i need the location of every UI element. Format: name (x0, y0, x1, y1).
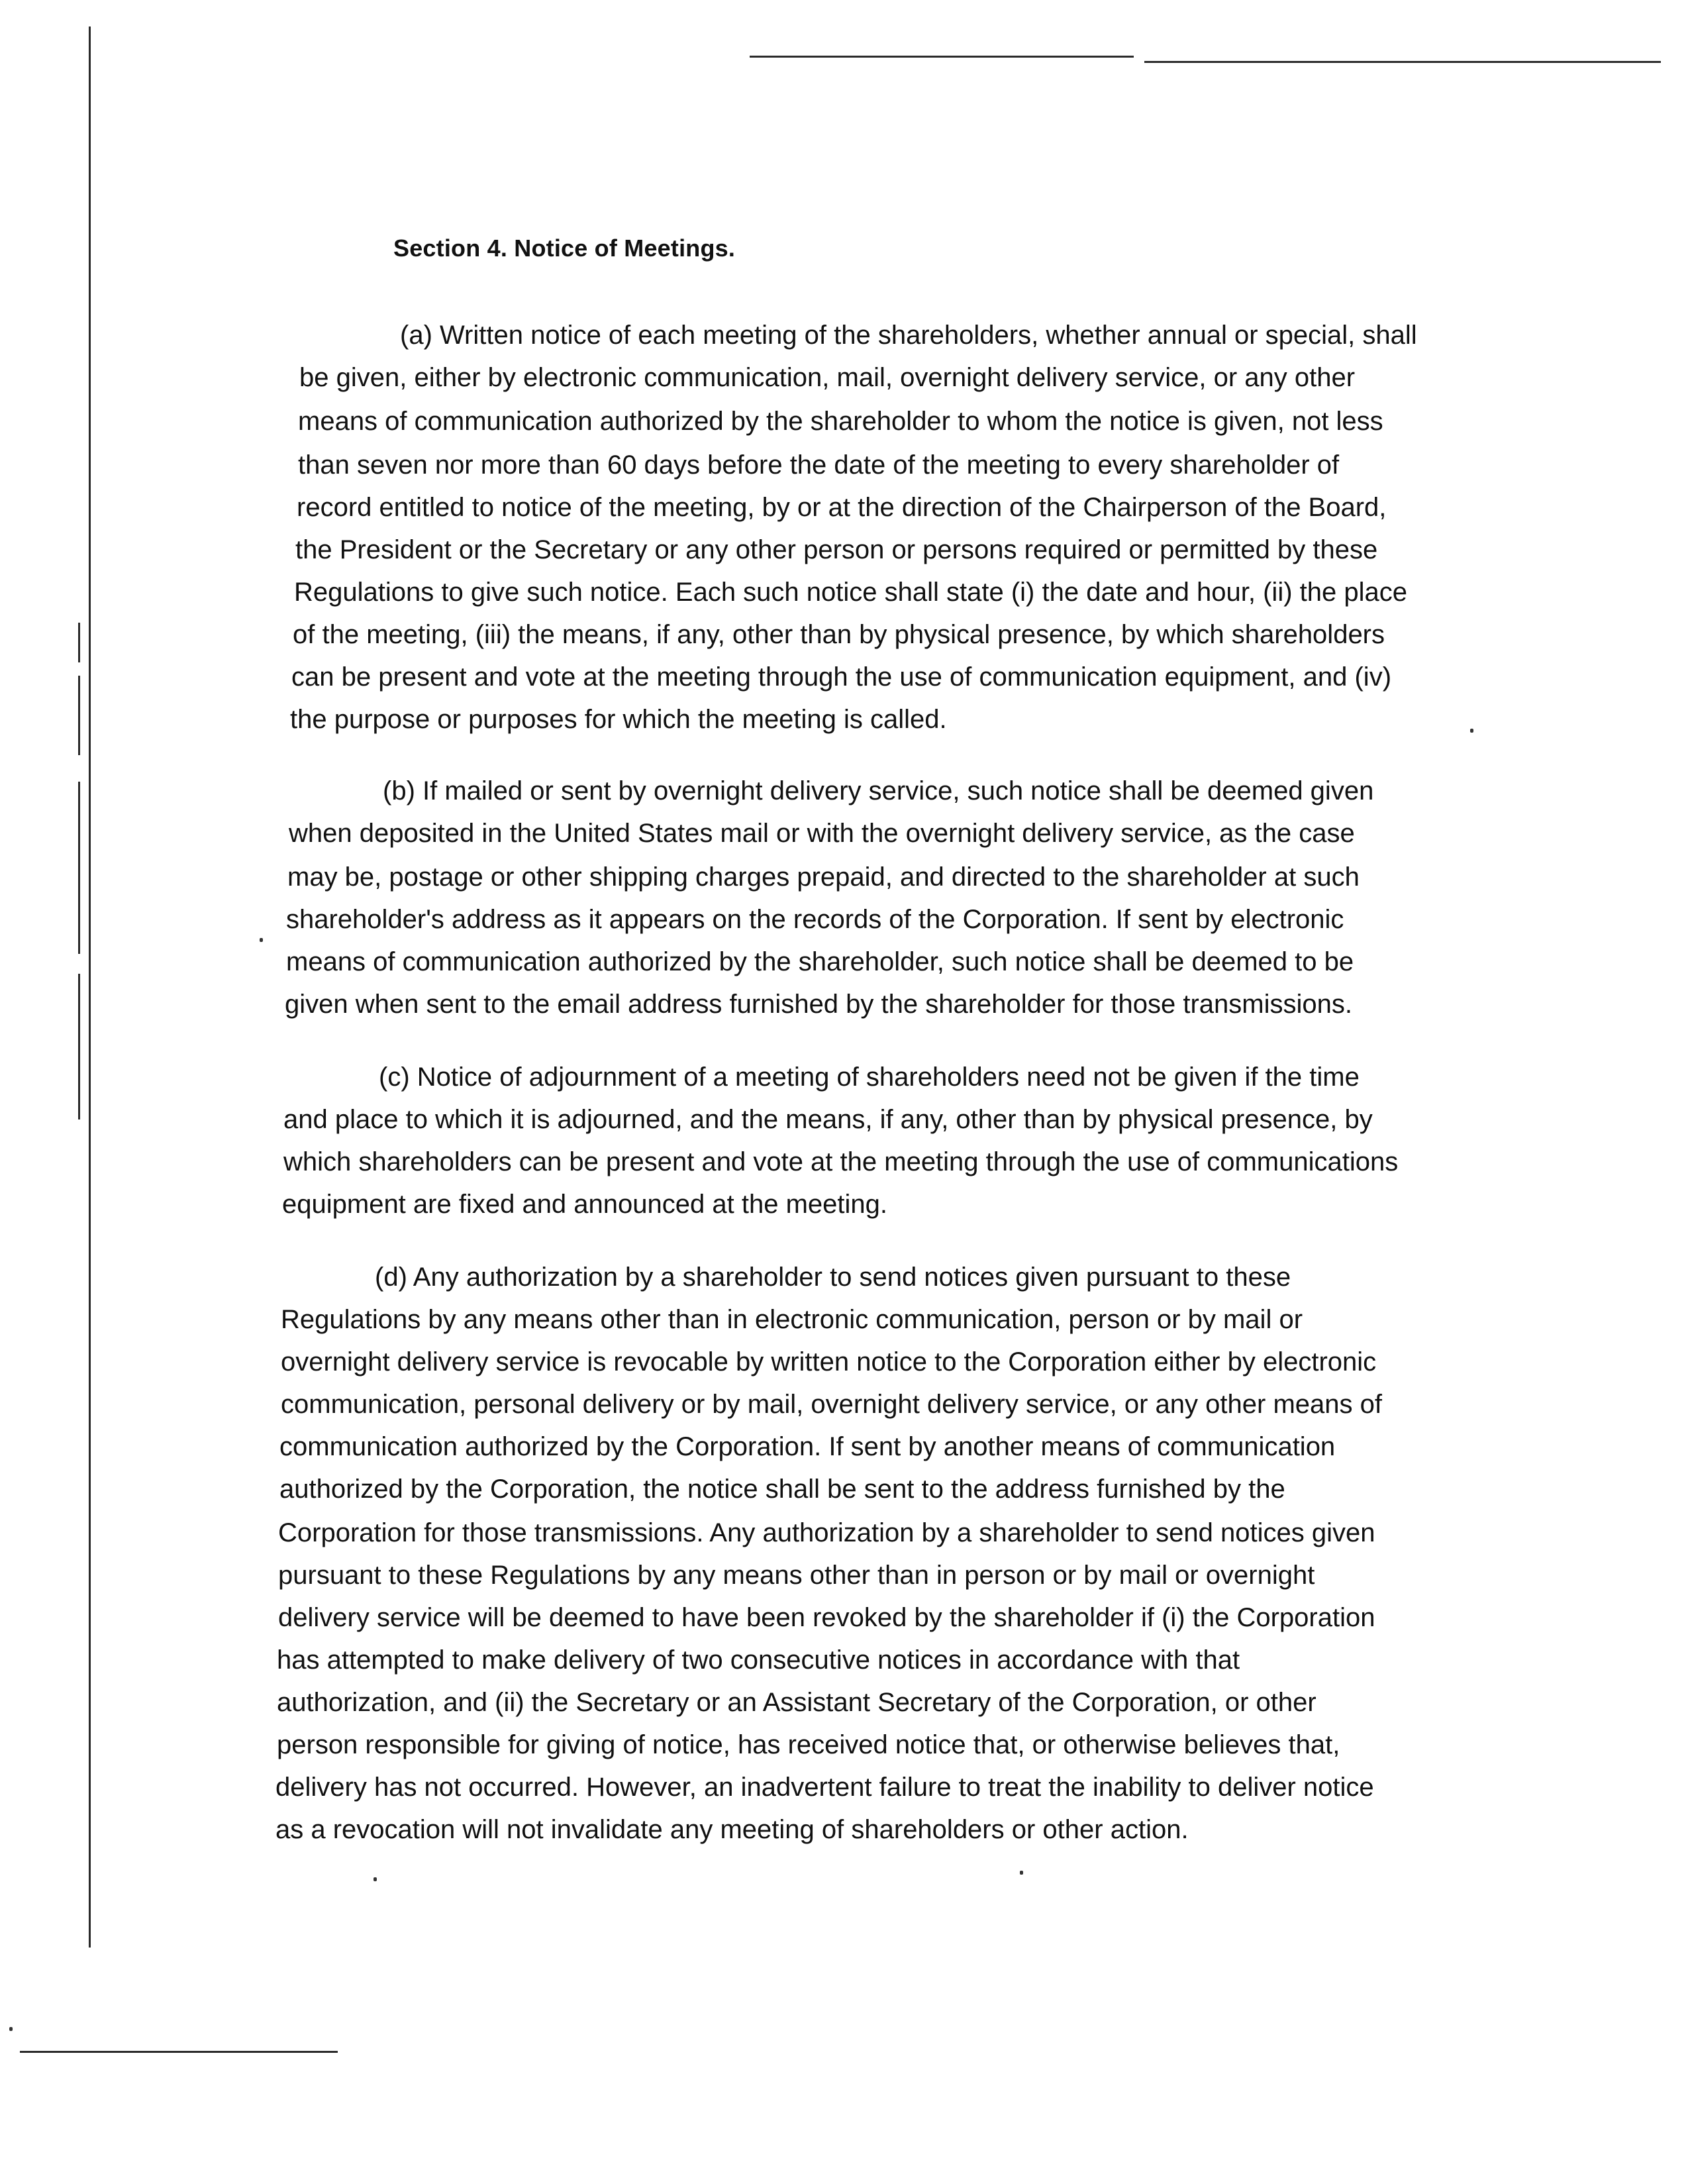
paragraph-line: record entitled to notice of the meeting, by or at the direction of the Chairperson of the Board, (297, 493, 1387, 522)
paragraph-line: authorization, and (ii) the Secretary or an Assistant Secretary of the Corporation, or other (277, 1688, 1317, 1717)
paragraph-line: communication, personal delivery or by mail, overnight delivery service, or any other means of (281, 1390, 1382, 1419)
paragraph-line: has attempted to make delivery of two consecutive notices in accordance with that (277, 1645, 1240, 1675)
paragraph-line: Regulations by any means other than in electronic communication, person or by mail or (281, 1305, 1303, 1334)
paragraph-line: delivery service will be deemed to have been revoked by the shareholder if (i) the Corporation (278, 1603, 1375, 1632)
paragraph-line: the President or the Secretary or any other person or persons required or permitted by these (295, 535, 1378, 564)
scan-speck (1020, 1871, 1023, 1875)
scan-speck (260, 938, 263, 942)
paragraph-line: when deposited in the United States mail or with the overnight delivery service, as the case (289, 819, 1355, 848)
paragraph-line: and place to which it is adjourned, and the means, if any, other than by physical presence, by (283, 1105, 1373, 1134)
section-heading: Section 4. Notice of Meetings. (393, 234, 736, 262)
scan-top-rule (750, 56, 1134, 58)
paragraph-line: equipment are fixed and announced at the meeting. (282, 1190, 887, 1219)
paragraph-line: pursuant to these Regulations by any means other than in person or by mail or overnight (278, 1561, 1315, 1590)
scan-bottom-rule (20, 2051, 338, 2053)
paragraph-line: may be, postage or other shipping charges prepaid, and directed to the shareholder at such (287, 862, 1360, 892)
scan-top-rule (1144, 61, 1661, 63)
scan-left-margin-mark (78, 782, 80, 954)
paragraph-line: given when sent to the email address furnished by the shareholder for those transmissions. (285, 990, 1352, 1019)
paragraph-line: delivery has not occurred. However, an inadvertent failure to treat the inability to deliver notice (275, 1773, 1374, 1802)
paragraph-line: (c) Notice of adjournment of a meeting of shareholders need not be given if the time (379, 1063, 1360, 1092)
paragraph-line: the purpose or purposes for which the meeting is called. (290, 705, 947, 734)
paragraph-line: than seven nor more than 60 days before the date of the meeting to every shareholder of (298, 450, 1340, 480)
scan-speck (9, 2027, 13, 2031)
paragraph-line: can be present and vote at the meeting through the use of communication equipment, and (iv) (291, 662, 1392, 692)
paragraph-line: overnight delivery service is revocable by written notice to the Corporation either by electronic (281, 1347, 1377, 1377)
paragraph-line: communication authorized by the Corporation. If sent by another means of communication (279, 1432, 1336, 1461)
paragraph-line: shareholder's address as it appears on the records of the Corporation. If sent by electronic (286, 905, 1344, 934)
paragraph-line: (b) If mailed or sent by overnight delivery service, such notice shall be deemed given (383, 776, 1374, 806)
paragraph-line: means of communication authorized by the shareholder to whom the notice is given, not less (298, 407, 1383, 436)
paragraph-line: authorized by the Corporation, the notice shall be sent to the address furnished by the (279, 1475, 1285, 1504)
scan-left-margin-mark (78, 974, 80, 1119)
paragraph-line: Regulations to give such notice. Each such notice shall state (i) the date and hour, (ii) the place (294, 578, 1407, 607)
paragraph-line: as a revocation will not invalidate any meeting of shareholders or other action. (275, 1815, 1189, 1844)
paragraph-line: of the meeting, (iii) the means, if any, other than by physical presence, by which shareholders (293, 620, 1385, 649)
paragraph-line: be given, either by electronic communication, mail, overnight delivery service, or any other (299, 363, 1356, 392)
scan-speck (373, 1877, 377, 1881)
paragraph-line: (d) Any authorization by a shareholder to send notices given pursuant to these (375, 1263, 1291, 1292)
scan-left-edge-line (89, 26, 91, 1948)
scan-speck (1470, 729, 1473, 733)
paragraph-line: means of communication authorized by the shareholder, such notice shall be deemed to be (286, 947, 1354, 976)
paragraph-line: person responsible for giving of notice, has received notice that, or otherwise believes that, (277, 1730, 1340, 1759)
paragraph-line: which shareholders can be present and vote at the meeting through the use of communications (283, 1147, 1399, 1176)
paragraph-line: Corporation for those transmissions. Any authorization by a shareholder to send notices given (278, 1518, 1375, 1547)
scan-left-margin-mark (78, 676, 80, 755)
paragraph-line: (a) Written notice of each meeting of the shareholders, whether annual or special, shall (400, 321, 1417, 350)
scan-left-margin-mark (78, 623, 80, 662)
